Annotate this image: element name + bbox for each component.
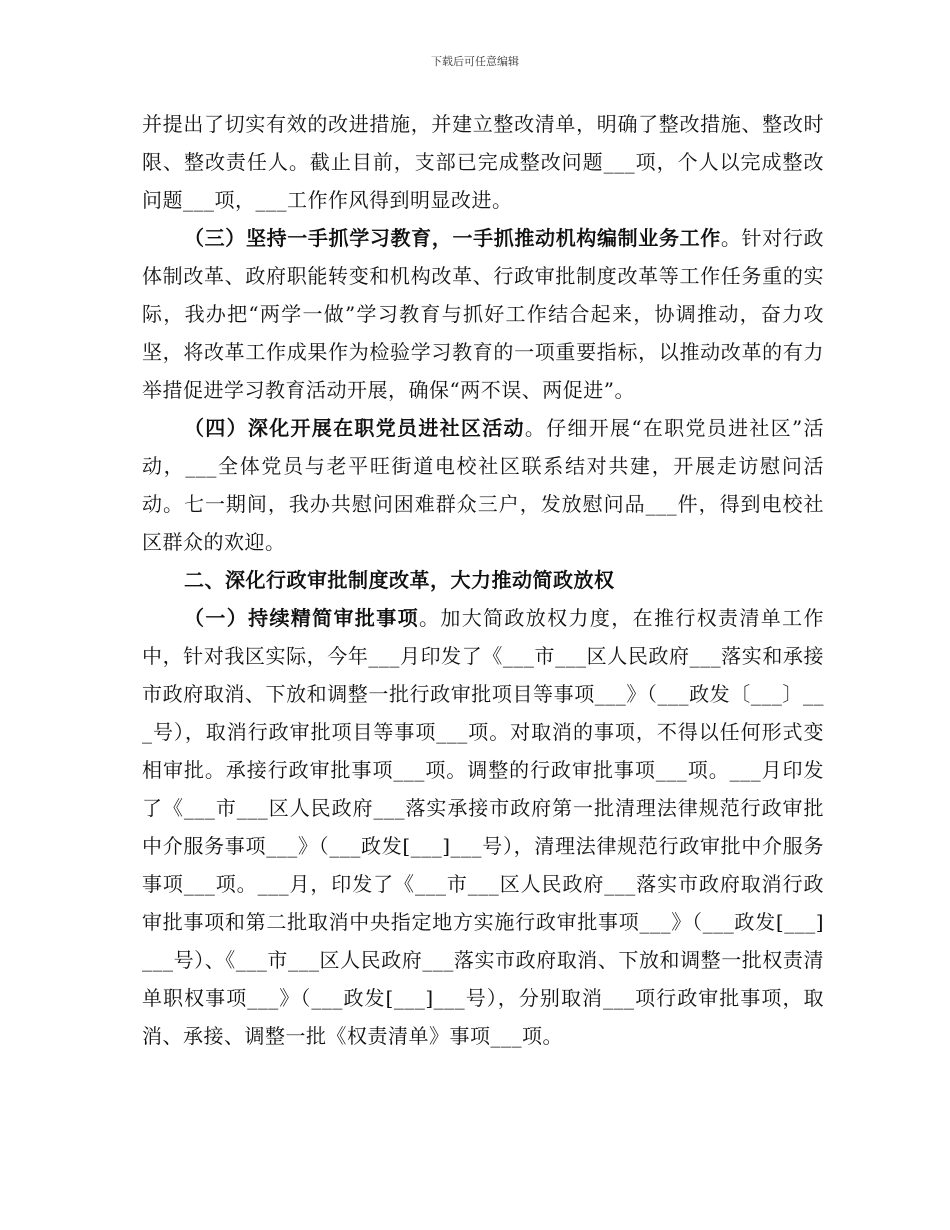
paragraph-item-3 — [142, 219, 824, 409]
paragraph-lead: （一）持续精简审批事项 — [184, 606, 419, 630]
paragraph-text: 并提出了切实有效的改进措施，并建立整改清单，明确了整改措施、整改时限、整改责任人。截止目前，支部已完成整改问题___项，个人以完成整改问题___项，___工作作风得到明显改进。 — [142, 112, 824, 212]
page-header: 下载后可任意编辑 — [431, 55, 519, 68]
paragraph-lead: （三）坚持一手抓学习教育，一手抓推动机构编制业务工作 — [184, 226, 721, 250]
section-heading: 二、深化行政审批制度改革，大力推动简政放权 — [184, 568, 615, 592]
document-body — [142, 105, 824, 1055]
paragraph-continuation — [142, 105, 824, 219]
paragraph-lead: （四）深化开展在职党员进社区活动 — [184, 416, 525, 440]
paragraph-item-1 — [142, 599, 824, 1055]
paragraph-item-4 — [142, 409, 824, 561]
paragraph-text: 。针对行政体制改革、政府职能转变和机构改革、行政审批制度改革等工作任务重的实际，我办把“两学一做”学习教育与抓好工作结合起来，协调推动，奋力攻坚，将改革工作成果作为检验学习教育的一项重要指标，以推动改革的有力举措促进学习教育活动开展，确保“两不误、两促进”。 — [142, 226, 825, 402]
paragraph-text: 。仔细开展“在职党员进社区”活动，___全体党员与老平旺街道电校社区联系结对共建，开展走访慰问活动。七一期间，我办共慰问困难群众三户，发放慰问品___件，得到电校社区群众的欢迎。 — [142, 416, 824, 554]
paragraph-text: 。加大简政放权力度，在推行权责清单工作中，针对我区实际，今年___月印发了《___市___区人民政府___落实和承接市政府取消、下放和调整一批行政审批项目等事项___》（___政发〔___〕___号），取消行政审批项目等事项___项。对取消的事项，不得以任何形式变相审批。承接行政审批事项___项。调整的行政审批事项___项。___月印发了《___市___区人民政府___落实承接市政府第一批清理法律规范行政审批中介服务事项___》（___政发[___]___号），清理法律规范行政审批中介服务事项___项。___月，印发了《___市___区人民政府___落实市政府取消行政审批事项和第二批取消中央指定地方实施行政审批事项___》（___政发[___]___号）、《___市___区人民政府___落实市政府取消、下放和调整一批权责清单职权事项___》（___政发[___]___号），分别取消___项行政审批事项，取消、承接、调整一批《权责清单》事项___项。 — [142, 606, 825, 1048]
